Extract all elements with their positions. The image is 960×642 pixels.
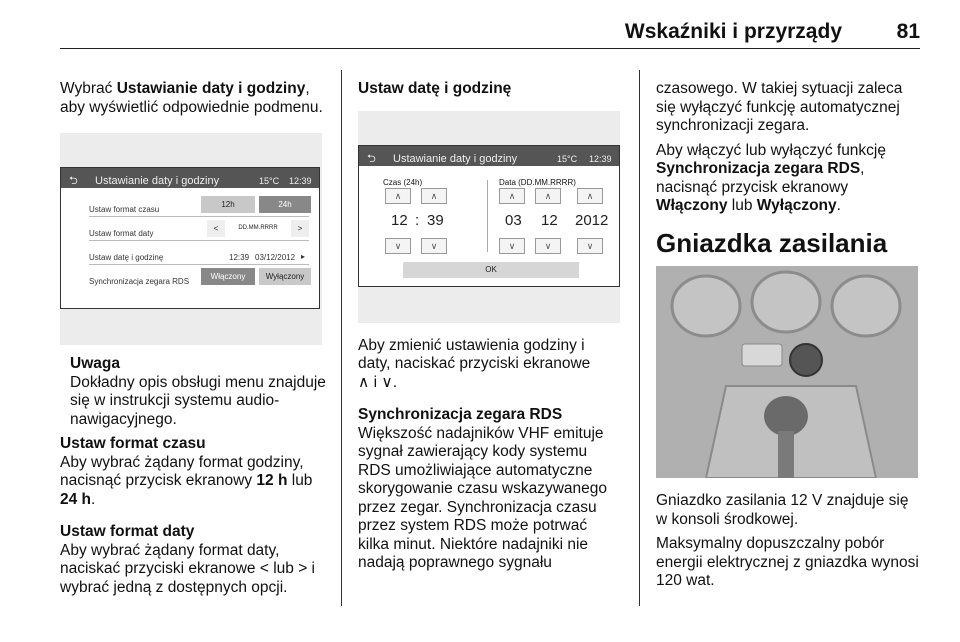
btn-12h: 12h (201, 196, 255, 213)
day-value: 03 (505, 211, 522, 229)
arrow-right-icon: ▸ (301, 252, 306, 261)
display-temp: 15°C (259, 176, 280, 186)
column-3 (656, 80, 922, 597)
btn-on: Włączony (201, 268, 255, 285)
chevron-down-icon: ∨ (535, 238, 561, 254)
chevron-right-icon: > (291, 220, 309, 237)
column-1 (60, 80, 330, 603)
note-text: Dokładny opis obsługi menu znajduje się w instrukcji systemu audio-nawigacyjnego. (70, 373, 326, 428)
minute-value: 39 (427, 211, 444, 229)
date-format-section: Ustaw format daty Aby wybrać żądany format daty, naciskać przyciski ekranowe < lub > i wybrać jedną z dostępnych opcji. (60, 523, 316, 596)
hour-value: 12 (391, 211, 408, 229)
month-value: 12 (541, 211, 558, 229)
display-frame: ⮌ Ustawianie daty i godziny 15°C 12:39 Czas (24h) Data (DD.MM.RRRR) ∧ ∧ ∧ ∧ ∧ 12 : 39 03 12 2012 ∨ ∨ ∨ ∨ ∨ OK (358, 145, 620, 287)
display-title: Ustawianie daty i godziny (95, 175, 220, 187)
note-heading: Uwaga (70, 355, 120, 372)
back-icon: ⮌ (69, 175, 78, 187)
paragraph: Maksymalny dopuszczalny pobór energii elektrycznej z gniazdka wynosi 120 wat. (656, 535, 919, 589)
display-frame (60, 167, 320, 309)
column-divider (341, 70, 342, 606)
chevron-down-icon: ∨ (421, 238, 447, 254)
chevron-down-icon: ∨ (499, 238, 525, 254)
paragraph: czasowego. W takiej sytuacji zaleca się wyłączyć funkcję automatycznej synchronizacji zegara. (656, 80, 903, 134)
page-number: 81 (896, 20, 920, 43)
chevron-up-icon: ∧ (421, 188, 447, 204)
date-format-value: DD.MM.RRRR (229, 220, 287, 237)
chevron-up-icon: ∧ (535, 188, 561, 204)
chevron-up-icon: ∧ (385, 188, 411, 204)
chevron-up-icon: ∧ (577, 188, 603, 204)
change-paragraph: Aby zmienić ustawienia godziny i daty, naciskać przyciski ekranowe ∧ i ∨. (358, 336, 591, 391)
settings-screenshot (60, 133, 322, 345)
btn-off: Wyłączony (259, 268, 311, 285)
menu-row-date-format: Ustaw format daty < DD.MM.RRRR > (89, 218, 309, 241)
ok-button: OK (403, 262, 579, 278)
console-illustration (656, 266, 918, 478)
display-title-bar: ⮌ Ustawianie daty i godziny 15°C 12:39 (359, 146, 619, 166)
display-title-bar (61, 168, 319, 188)
menu-row-time-format: Ustaw format czasu 12h 24h (89, 194, 309, 217)
paragraph: Gniazdko zasilania 12 V znajduje się w konsoli środkowej. (656, 492, 909, 528)
intro-paragraph: Wybrać Ustawianie daty i godziny, aby wyświetlić odpowiednie podmenu. (60, 80, 323, 116)
divider (487, 180, 488, 252)
column-2 (358, 80, 620, 579)
back-icon: ⮌ (367, 152, 376, 165)
rds-section: Synchronizacja zegara RDS Większość nadajników VHF emituje sygnał zawierający kody systemu RDS umożliwiające automatyczne skorygowanie czasu wskazywanego przez zegar. Synchronizacja czasu przez system RDS może potrwać kilka minut. Niektóre nadajniki nie nadają poprawnego sygnału (358, 406, 607, 571)
rds-toggle-paragraph: Aby włączyć lub wyłączyć funkcję Synchronizacja zegara RDS, nacisnąć przycisk ekranowy Włączony lub Wyłączony. (656, 141, 886, 214)
menu-row-set-date-time: Ustaw datę i godzinę 12:39 03/12/2012 ▸ (89, 242, 309, 265)
section-heading: Ustaw datę i godzinę (358, 80, 512, 97)
display-clock: 12:39 (289, 176, 312, 186)
menu-row-rds: Synchronizacja zegara RDS Włączony Wyłączony (89, 266, 309, 288)
section-heading: Gniazdka zasilania (656, 227, 888, 258)
year-value: 2012 (575, 211, 609, 229)
chevron-up-icon: ∧ (499, 188, 525, 204)
power-outlet-photo (656, 266, 918, 478)
chevron-left-icon: < (207, 220, 225, 237)
column-divider (639, 70, 640, 606)
date-time-screenshot (358, 111, 620, 323)
btn-24h: 24h (259, 196, 311, 213)
page-header (60, 14, 920, 49)
time-format-section: Ustaw format czasu Aby wybrać żądany format godziny, nacisnąć przycisk ekranowy 12 h lub 24 h. (60, 435, 313, 508)
note-box (70, 355, 330, 429)
chevron-down-icon: ∨ (577, 238, 603, 254)
chevron-down-icon: ∨ (385, 238, 411, 254)
header-title: Wskaźniki i przyrządy (624, 20, 842, 43)
